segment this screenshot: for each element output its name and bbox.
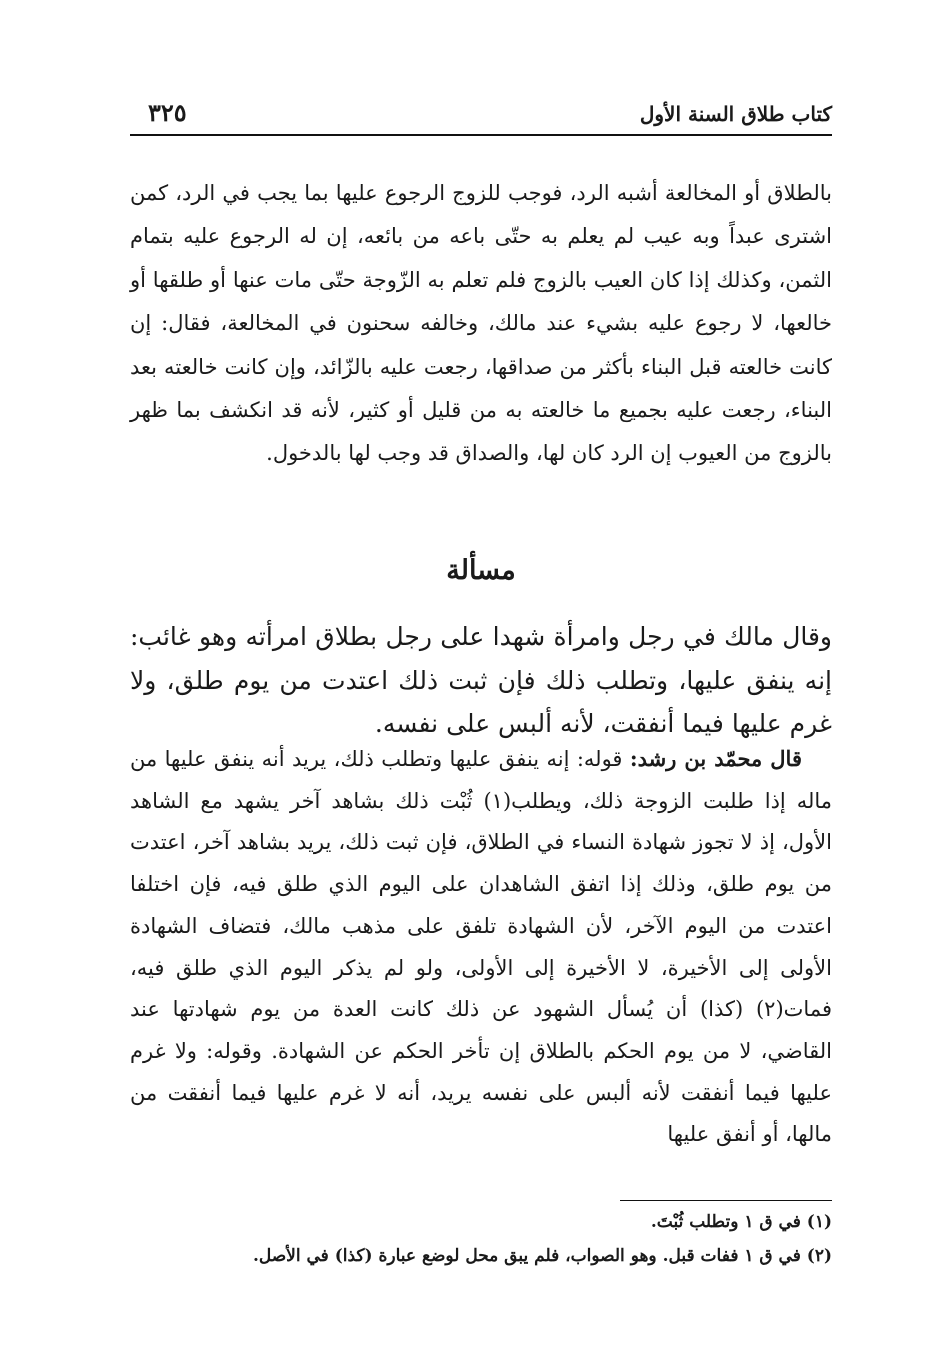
- section-heading: مسألة: [446, 555, 516, 586]
- commentary-paragraph: [130, 738, 832, 1156]
- footnotes: [130, 1205, 832, 1273]
- paragraph-continued: بالطلاق أو المخالعة أشبه الرد، فوجب للزوج الرجوع عليها بما يجب في الرد، كمن اشترى عبداً وبه عيب لم يعلم به حتّى باعه من بائعه، إن له الرجوع عليه بتمام الثمن، وكذلك إذا كان العيب بالزوج فلم تعلم به الزّوجة حتّى مات عنها أو طلقها أو خالعها، لا رجوع عليه بشيء عند مالك، وخالفه سحنون في المخالعة، فقال: إن كانت خالعته قبل البناء بأكثر من صداقها، رجعت عليه بالزّائد، وإن كانت خالعته بعد البناء، رجعت عليه بجميع ما خالعته به من قليل أو كثير، لأنه قد انكشف بما ظهر بالزوج من العيوب إن الرد كان لها، والصداق قد وجب لها بالدخول.: [130, 181, 832, 466]
- footnote-divider: [620, 1200, 832, 1201]
- header-divider: [130, 134, 832, 136]
- footnote-2: (٢) في ق ١ ففات قبل. وهو الصواب، فلم يبق محل لوضع عبارة (كذا) في الأصل.: [252, 1246, 832, 1266]
- book-title: كتاب طلاق السنة الأول: [639, 102, 832, 126]
- commentary-text: قوله: إنه ينفق عليها وتطلب ذلك، يريد أنه ينفق عليها من ماله إذا طلبت الزوجة ذلك، ويطلب(١) ثُبْت ذلك بشاهد آخر يشهد مع الشاهد الأول، إذ لا تجوز شهادة النساء في الطلاق، فإن ثبت ذلك، يريد بشاهد آخر، اعتدت من يوم طلق، وذلك إذا اتفق الشاهدان على اليوم الذي طلق فيه، فإن اختلفا اعتدت من اليوم الآخر، لأن الشهادة تلفق على مذهب مالك، فتضاف الشهادة الأولى إلى الأخيرة، لا الأخيرة إلى الأولى، ولو لم يذكر اليوم الذي طلق فيه، فمات(٢) (كذا) أن يُسأل الشهود عن ذلك كانت العدة من يوم شهادتها عند القاضي، لا من يوم الحكم بالطلاق إن تأخر الحكم عن الشهادة. وقوله: ولا غرم عليها فيما أنفقت لأنه ألبس على نفسه يريد، أنه لا غرم عليها فيما أنفقت من مالها، أو أنفق عليها: [130, 747, 832, 1147]
- issue-paragraph: وقال مالك في رجل وامرأة شهدا على رجل بطلاق امرأته وهو غائب: إنه ينفق عليها، وتطلب ذلك فإن ثبت ذلك اعتدت من يوم طلق، ولا غرم عليها فيما أنفقت، لأنه ألبس على نفسه.: [130, 622, 832, 738]
- footnote-1: (١) في ق ١ وتطلب ثُبْتَ.: [650, 1212, 832, 1232]
- page-number: ٣٢٥: [148, 98, 187, 127]
- running-header: [130, 96, 832, 136]
- commentator-name: قال محمّد بن رشد:: [629, 746, 802, 771]
